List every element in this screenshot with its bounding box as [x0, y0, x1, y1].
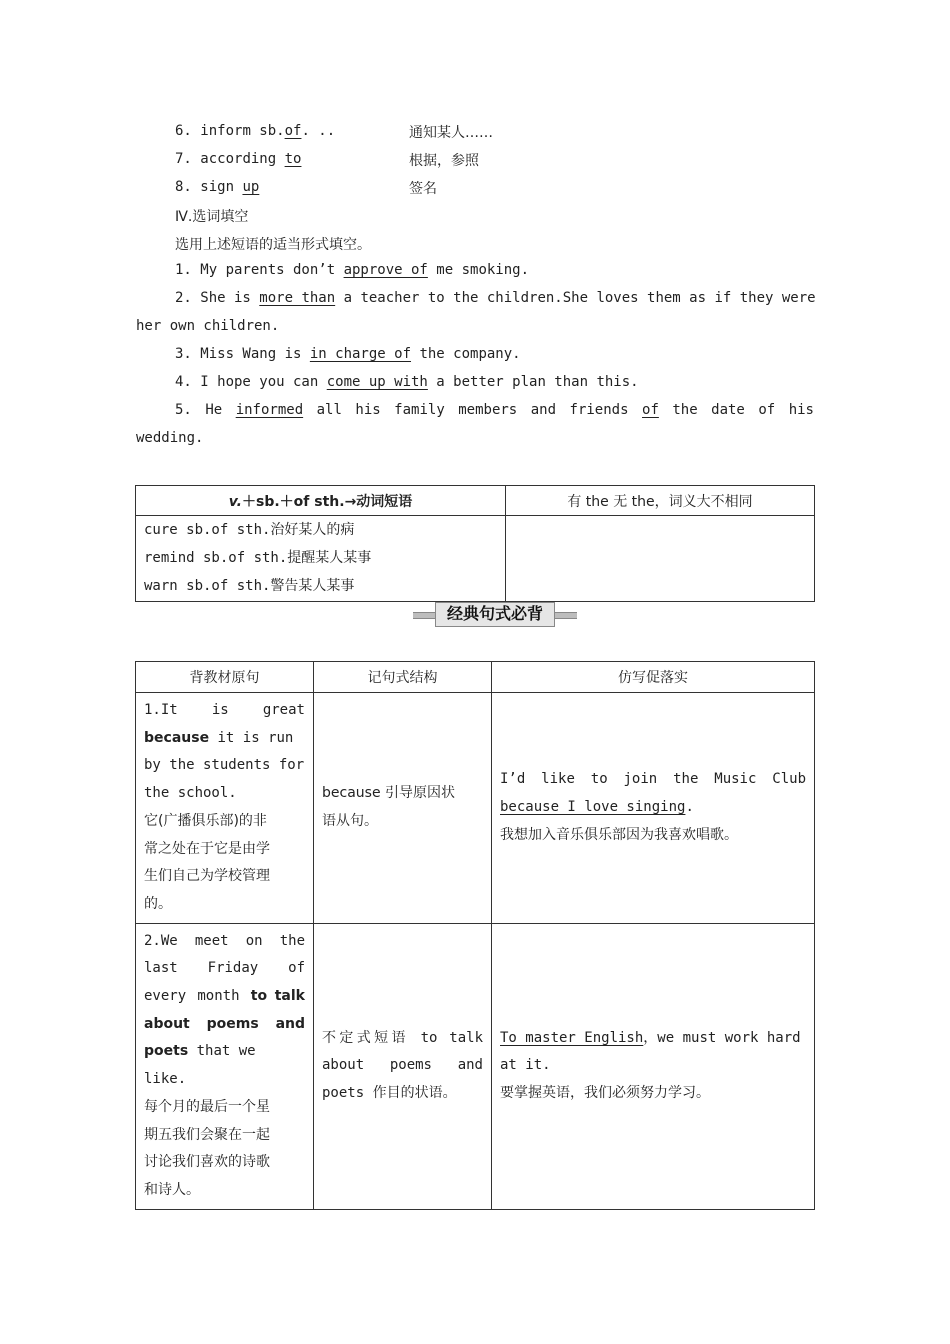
exercise-text-tail: me smoking.	[427, 262, 530, 278]
imitation-cell	[492, 693, 815, 924]
phrase-meaning: 根据，参照	[409, 153, 479, 169]
header-italic-v: v.	[228, 493, 242, 510]
phrase-meaning: 签名	[409, 181, 437, 197]
exercise-text: 3. Miss Wang is	[175, 346, 310, 362]
section-instruction: 选用上述短语的适当形式填空。	[175, 237, 371, 253]
structure-line: poets 作目的状语。	[322, 1084, 457, 1101]
word: and	[457, 1057, 483, 1074]
exercise-text: 1. My parents don’t	[175, 262, 344, 278]
phrase-item	[175, 179, 259, 195]
orig-line	[144, 697, 305, 725]
phrase-text: inform sb.	[200, 123, 285, 139]
exercise-word: of	[758, 402, 776, 418]
orig-cn-line: 它(广播俱乐部)的非	[144, 812, 267, 829]
imitation-answer: because I love singing	[500, 798, 686, 815]
exercise-item	[175, 346, 521, 362]
structure-cell	[314, 923, 492, 1209]
key-word: and	[275, 1015, 305, 1032]
table-cell	[136, 516, 506, 602]
orig-cn-line: 期五我们会聚在一起	[144, 1126, 270, 1143]
exercise-word: the	[672, 402, 698, 418]
key-word: poets	[144, 1043, 189, 1060]
orig-cn-line: 和诗人。	[144, 1181, 200, 1198]
word: great	[262, 702, 305, 718]
word: meet	[194, 932, 229, 949]
exercise-continuation: wedding.	[136, 430, 204, 446]
exercise-text: 2. She is	[175, 290, 260, 306]
word: last	[144, 960, 178, 977]
word: 2.We	[144, 932, 178, 949]
original-sentence-cell	[136, 693, 314, 924]
note-line: remind sb.of sth.提醒某人某事	[144, 550, 372, 566]
table-header: 记句式结构	[314, 662, 492, 693]
orig-line	[144, 955, 305, 983]
word: Music	[714, 771, 757, 788]
exercise-word: members	[458, 402, 518, 418]
word: to	[420, 1029, 438, 1046]
structure-line: because 引导原因状	[322, 785, 456, 802]
orig-cn-line: 常之处在于它是由学	[144, 840, 270, 857]
word: that we like.	[144, 1043, 256, 1088]
exercise-text-tail: a better plan than this.	[427, 374, 639, 390]
structure-line: 语从句。	[322, 812, 378, 829]
word: ，we must work hard	[643, 1029, 801, 1046]
table-header: 有 the 无 the，词义大不相同	[506, 486, 815, 516]
exercise-word: date	[711, 402, 745, 418]
phrase-text: according	[200, 151, 285, 167]
phrase-answer: of	[284, 123, 302, 139]
word: Friday	[207, 960, 259, 977]
word: is	[211, 702, 229, 718]
imitation-cn: 我想加入音乐俱乐部因为我喜欢唱歌。	[500, 826, 738, 843]
exercise-word: friends	[569, 402, 629, 418]
table-header: 仿写促落实	[492, 662, 815, 693]
key-word: because	[144, 729, 210, 746]
exercise-answer: informed	[235, 402, 304, 418]
orig-line: the school.	[144, 785, 237, 802]
imitation-cell	[492, 923, 815, 1209]
phrase-number: 6.	[175, 123, 192, 139]
phrase-meaning: 通知某人……	[409, 125, 493, 141]
phrase-text-tail: . ..	[301, 123, 336, 139]
orig-line	[144, 1038, 305, 1093]
exercise-item	[175, 262, 529, 278]
exercise-continuation: her own children.	[136, 318, 280, 334]
exercise-answer: of	[642, 402, 659, 418]
exercise-word: and	[530, 402, 557, 418]
phrase-number: 7.	[175, 151, 192, 167]
word: like	[541, 771, 575, 788]
original-sentence-cell	[136, 923, 314, 1209]
banner-label: 经典句式必背	[435, 602, 555, 627]
word: of	[288, 960, 305, 977]
exercise-item	[175, 402, 814, 418]
word: about	[322, 1057, 365, 1074]
note-line: warn sb.of sth.警告某人某事	[144, 578, 355, 594]
key-word: to talk	[250, 988, 305, 1005]
word: 不定式短语	[322, 1029, 409, 1046]
word: the	[279, 932, 306, 949]
orig-cn-line: 讨论我们喜欢的诗歌	[144, 1154, 270, 1171]
word: every month	[144, 988, 251, 1005]
exercise-answer: more than	[259, 290, 336, 306]
orig-cn-line: 每个月的最后一个星	[144, 1098, 270, 1115]
word: on	[245, 932, 263, 949]
exercise-answer: in charge of	[309, 346, 412, 362]
exercise-word: family	[394, 402, 445, 418]
exercise-word: his	[355, 402, 381, 418]
section-title: Ⅳ.选词填空	[175, 209, 249, 225]
key-word: about	[144, 1015, 190, 1032]
exercise-item	[175, 374, 639, 390]
orig-line	[144, 928, 305, 956]
phrase-number: 8.	[175, 179, 192, 195]
phrase-item	[175, 151, 301, 167]
header-text: ＋sb.＋of sth.→动词短语	[242, 493, 413, 510]
exercise-text-tail: a teacher to the children.She loves them as if they were	[335, 290, 816, 306]
exercise-text: 4. I hope you can	[175, 374, 327, 390]
phrase-item	[175, 123, 335, 139]
word: .	[685, 798, 694, 815]
table-header: 背教材原句	[136, 662, 314, 693]
exercise-word: his	[788, 402, 814, 418]
word: it is run	[209, 729, 294, 746]
word: Club	[772, 771, 807, 788]
exercise-text-tail: the company.	[411, 346, 521, 362]
key-word: poems	[206, 1015, 259, 1032]
exercise-item	[175, 290, 816, 306]
orig-line	[144, 725, 305, 753]
imitation-line	[500, 794, 806, 822]
exercise-answer: come up with	[326, 374, 428, 390]
exercise-word: all	[316, 402, 342, 418]
phrase-notes-table	[135, 485, 815, 602]
table-cell-empty	[506, 516, 815, 602]
word: join	[623, 771, 658, 788]
word: the	[673, 771, 699, 788]
imitation-line	[500, 1025, 806, 1053]
orig-line: by the students for	[144, 757, 305, 774]
table-header	[136, 486, 506, 516]
word: to	[590, 771, 608, 788]
word: I’d	[500, 771, 526, 788]
word: poems	[389, 1057, 432, 1074]
sentence-patterns-table	[135, 661, 815, 1210]
phrase-answer: up	[242, 179, 260, 195]
imitation-line	[500, 766, 806, 794]
phrase-text: sign	[200, 179, 243, 195]
orig-line	[144, 1011, 305, 1039]
structure-line	[322, 1052, 483, 1080]
orig-line	[144, 983, 305, 1011]
structure-line	[322, 1025, 483, 1053]
word: 1.It	[144, 702, 178, 718]
word: talk	[449, 1029, 483, 1046]
imitation-line: at it.	[500, 1057, 551, 1074]
exercise-answer: approve of	[343, 262, 428, 278]
orig-cn-line: 生们自己为学校管理	[144, 868, 270, 885]
structure-cell	[314, 693, 492, 924]
exercise-number: 5.	[175, 402, 192, 418]
section-banner	[413, 602, 577, 626]
note-line: cure sb.of sth.治好某人的病	[144, 522, 355, 538]
imitation-answer: To master English	[500, 1029, 644, 1046]
exercise-word: He	[205, 402, 223, 418]
orig-cn-line: 的。	[144, 895, 172, 912]
phrase-answer: to	[284, 151, 302, 167]
imitation-cn: 要掌握英语，我们必须努力学习。	[500, 1084, 710, 1101]
